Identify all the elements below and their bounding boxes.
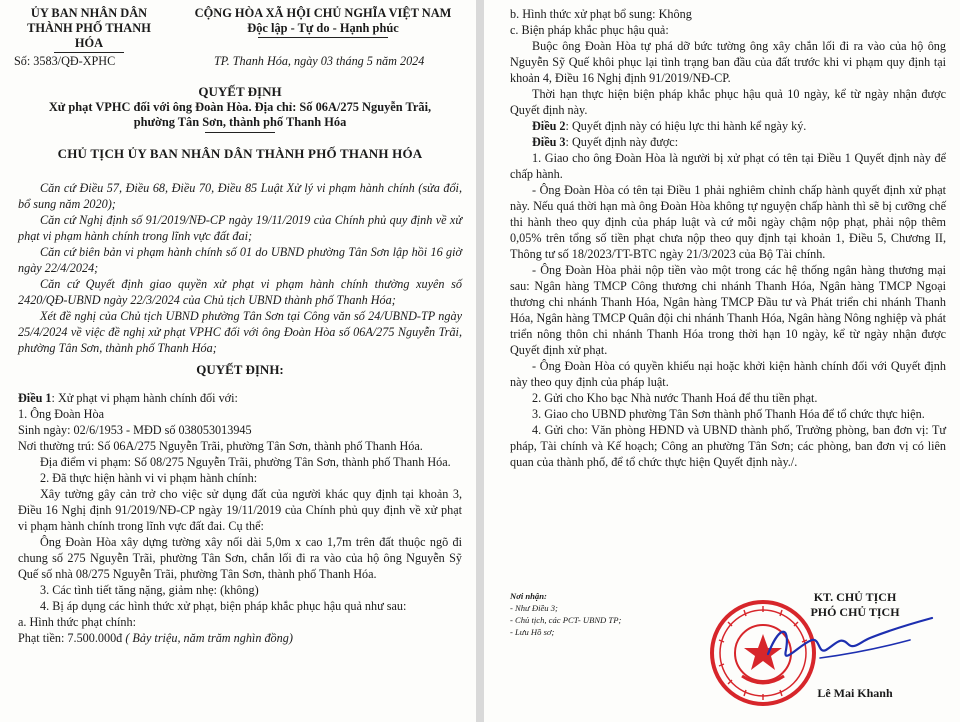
item-2: 2. Đã thực hiện hành vi vi phạm hành chính: <box>40 471 258 485</box>
authority-heading <box>18 146 462 162</box>
violation-place: Địa điểm vi phạm: Số 08/275 Nguyễn Trãi, phường Tân Sơn, thành phố Thanh Hóa. <box>40 455 451 469</box>
authority-title: CHỦ TỊCH ỦY BAN NHÂN DÂN THÀNH PHỐ THANH HÓA <box>57 146 423 161</box>
article-3-point-1a: - Ông Đoàn Hòa có tên tại Điều 1 phải nghiêm chỉnh chấp hành quyết định xử phạt này. Nếu quá thời hạn mà ông Đoàn Hòa không tự nguyện chấp hành thì sẽ bị cưỡng chế thi hành theo quy định của pháp luật và cứ mỗi ngày chậm nộp phạt, phải nộp thêm 0,05% trên tổng số tiền phạt chưa nộp theo quy định tại khoản 1, Điều 5, Chương II, Thông tư số 18/2023/TT-BTC ngày 21/3/2023 của Bộ Tài chính. <box>510 183 946 261</box>
national-motto <box>178 6 468 38</box>
article-1-continued <box>510 6 946 470</box>
nation-line-2: Độc lập - Tự do - Hạnh phúc <box>247 21 399 35</box>
article-3-point-4: 4. Gửi cho: Văn phòng HĐND và UBND thành phố, Trưởng phòng, ban đơn vị: Tư pháp, Tài chính và Kế hoạch; Công an phường Tân Sơn; các phòng, ban đơn vị có liên quan của thành phố, để tổ chức thực hiện Quyết định này./. <box>510 423 946 469</box>
basis-item: Căn cứ Điều 57, Điều 68, Điều 70, Điều 85 Luật Xử lý vi phạm hành chính (sửa đổi, bổ sung năm 2020); <box>18 181 462 211</box>
subject-underline <box>205 132 275 133</box>
article-3-label: Điều 3 <box>532 135 566 149</box>
article-3-point-1c: - Ông Đoàn Hòa có quyền khiếu nại hoặc khởi kiện hành chính đối với Quyết định này theo quy định của pháp luật. <box>510 359 946 389</box>
decide-heading <box>18 362 462 378</box>
recipient-item: - Chủ tịch, các PCT- UBND TP; <box>510 615 622 625</box>
article-3-point-1: 1. Giao cho ông Đoàn Hòa là người bị xử phạt có tên tại Điều 1 Quyết định này để chấp hành. <box>510 151 946 181</box>
item-4: 4. Bị áp dụng các hình thức xử phạt, biện pháp khắc phục hậu quả như sau: <box>40 599 407 613</box>
article-1 <box>18 390 462 646</box>
nation-line-1: CỘNG HÒA XÃ HỘI CHỦ NGHĨA VIỆT NAM <box>194 6 452 20</box>
signatory-title-1: KT. CHỦ TỊCH <box>813 590 897 604</box>
item-3: 3. Các tình tiết tăng nặng, giảm nhẹ: (không) <box>40 583 259 597</box>
article-3-text: : Quyết định này được: <box>565 135 679 149</box>
act-detail: Ông Đoàn Hòa xây dựng tường xây nối dài 5,0m x cao 1,7m trên đất thuộc ngõ đi chung số 275 Nguyễn Trãi, phường Tân Sơn, chắn lối đi ra vào của hộ ông Nguyễn Sỹ Quế số nhà 08/275 Nguyễn Trãi, phường Tân Sơn, thành phố Thanh Hóa. <box>18 535 462 581</box>
remedy-deadline: Thời hạn thực hiện biện pháp khắc phục hậu quả 10 ngày, kể từ ngày nhận được Quyết định này. <box>510 87 946 117</box>
agency-underline <box>54 52 124 53</box>
offender-name: 1. Ông Đoàn Hòa <box>18 407 104 421</box>
decide-heading-text: QUYẾT ĐỊNH: <box>196 362 284 377</box>
fine-line <box>18 630 462 646</box>
recipient-item: - Lưu Hồ sơ; <box>510 627 555 637</box>
article-1-text: : Xử phạt vi phạm hành chính đối với: <box>51 391 238 405</box>
item-4a: a. Hình thức phạt chính: <box>18 615 136 629</box>
article-3-point-3: 3. Giao cho UBND phường Tân Sơn thành phố Thanh Hóa để tổ chức thực hiện. <box>532 407 925 421</box>
basis-item: Căn cứ biên bản vi phạm hành chính số 01 do UBND phường Tân Sơn lập hồi 16 giờ ngày 22/4/2024; <box>18 245 462 275</box>
legal-basis <box>18 180 462 356</box>
decision-page-2 <box>484 0 960 722</box>
recipients-block <box>510 590 660 638</box>
subject-line-1: Xử phạt VPHC đối với ông Đoàn Hòa. Địa chỉ: Số 06A/275 Nguyễn Trãi, <box>48 100 432 114</box>
article-2-text: : Quyết định này có hiệu lực thi hành kể ngày ký. <box>565 119 807 133</box>
fine-amount: Phạt tiền: 7.500.000đ <box>18 631 123 645</box>
handwritten-signature-icon <box>760 614 940 674</box>
document-number: Số: 3583/QĐ-XPHC <box>14 54 116 68</box>
motto-underline <box>258 37 388 38</box>
title-block <box>18 84 462 133</box>
document-title: QUYẾT ĐỊNH <box>198 84 282 99</box>
agency-line-2: THÀNH PHỐ THANH HÓA <box>27 21 151 50</box>
place-and-date: TP. Thanh Hóa, ngày 03 tháng 5 năm 2024 <box>214 54 425 68</box>
agency-line-1: ỦY BAN NHÂN DÂN <box>30 6 148 20</box>
article-3-point-2: 2. Gửi cho Kho bạc Nhà nước Thanh Hoá để thu tiền phạt. <box>532 391 818 405</box>
recipients-label: Nơi nhận: <box>510 591 547 601</box>
residence: Nơi thường trú: Số 06A/275 Nguyễn Trãi, phường Tân Sơn, thành phố Thanh Hóa. <box>18 439 423 453</box>
article-1-label: Điều 1 <box>18 391 52 405</box>
act-description: Xây tường gây cản trở cho việc sử dụng đất của người khác quy định tại khoản 3, Điều 16 Nghị định 91/2019/NĐ-CP ngày 19/11/2019 của Chính phủ quy định về xử phạt vi phạm hành chính trong lĩnh vực đất đai. Cụ thể: <box>18 487 462 533</box>
basis-item: Căn cứ Nghị định số 91/2019/NĐ-CP ngày 19/11/2019 của Chính phủ quy định về xử phạt vi phạm hành chính trong lĩnh vực đất đai; <box>18 213 462 243</box>
issuing-agency <box>14 6 164 53</box>
item-4c: c. Biện pháp khắc phục hậu quả: <box>510 23 669 37</box>
fine-in-words: ( Bảy triệu, năm trăm nghìn đồng) <box>122 631 293 645</box>
recipient-item: - Như Điều 3; <box>510 603 558 613</box>
basis-item: Căn cứ Quyết định giao quyền xử phạt vi phạm hành chính thường xuyên số 2420/QĐ-UBND ngày 22/3/2024 của Chủ tịch UBND thành phố Thanh Hóa; <box>18 277 462 307</box>
decision-page-1 <box>0 0 476 722</box>
article-3-point-1b: - Ông Đoàn Hòa phải nộp tiền vào một trong các hệ thống ngân hàng thương mại sau: Ngân hàng TMCP Công thương chi nhánh Thanh Hóa, Ngân hàng TMCP Ngoại thương chi nhánh Thanh Hóa, Ngân hàng TMCP Đầu tư và Phát triển chi nhánh Thanh Hóa, Ngân hàng TMCP Quân đội chi nhánh Thanh Hóa, Ngân hàng Nông nghiệp và phát triển nông thôn chi nhánh Thanh Hóa trong thời hạn 10 ngày, kể từ ngày nhận được Quyết định xử phạt. <box>510 263 946 357</box>
item-4b: b. Hình thức xử phạt bổ sung: Không <box>510 7 692 21</box>
article-2-label: Điều 2 <box>532 119 566 133</box>
basis-item: Xét đề nghị của Chủ tịch UBND phường Tân Sơn tại Công văn số 24/UBND-TP ngày 25/4/2024 về việc đề nghị xử phạt VPHC đối với ông Đoàn Hòa số 06A/275 Nguyễn Trãi, phường Tân Sơn, thành phố Thanh Hóa; <box>18 309 462 355</box>
remedy: Buộc ông Đoàn Hòa tự phá dỡ bức tường ông xây chắn lối đi ra vào của hộ ông Nguyễn Sỹ Quế khôi phục lại tình trạng ban đầu của đất trước khi vi phạm quy định tại khoản 4, Điều 16 Nghị định 91/2019/NĐ-CP. <box>510 39 946 85</box>
page-gutter <box>476 0 484 722</box>
subject-line-2: phường Tân Sơn, thành phố Thanh Hóa <box>133 115 347 129</box>
signer-name: Lê Mai Khanh <box>817 686 893 700</box>
birth-info: Sinh ngày: 02/6/1953 - MĐD số 038053013945 <box>18 423 252 437</box>
signatory-title-2: PHÓ CHỦ TỊCH <box>810 605 900 619</box>
